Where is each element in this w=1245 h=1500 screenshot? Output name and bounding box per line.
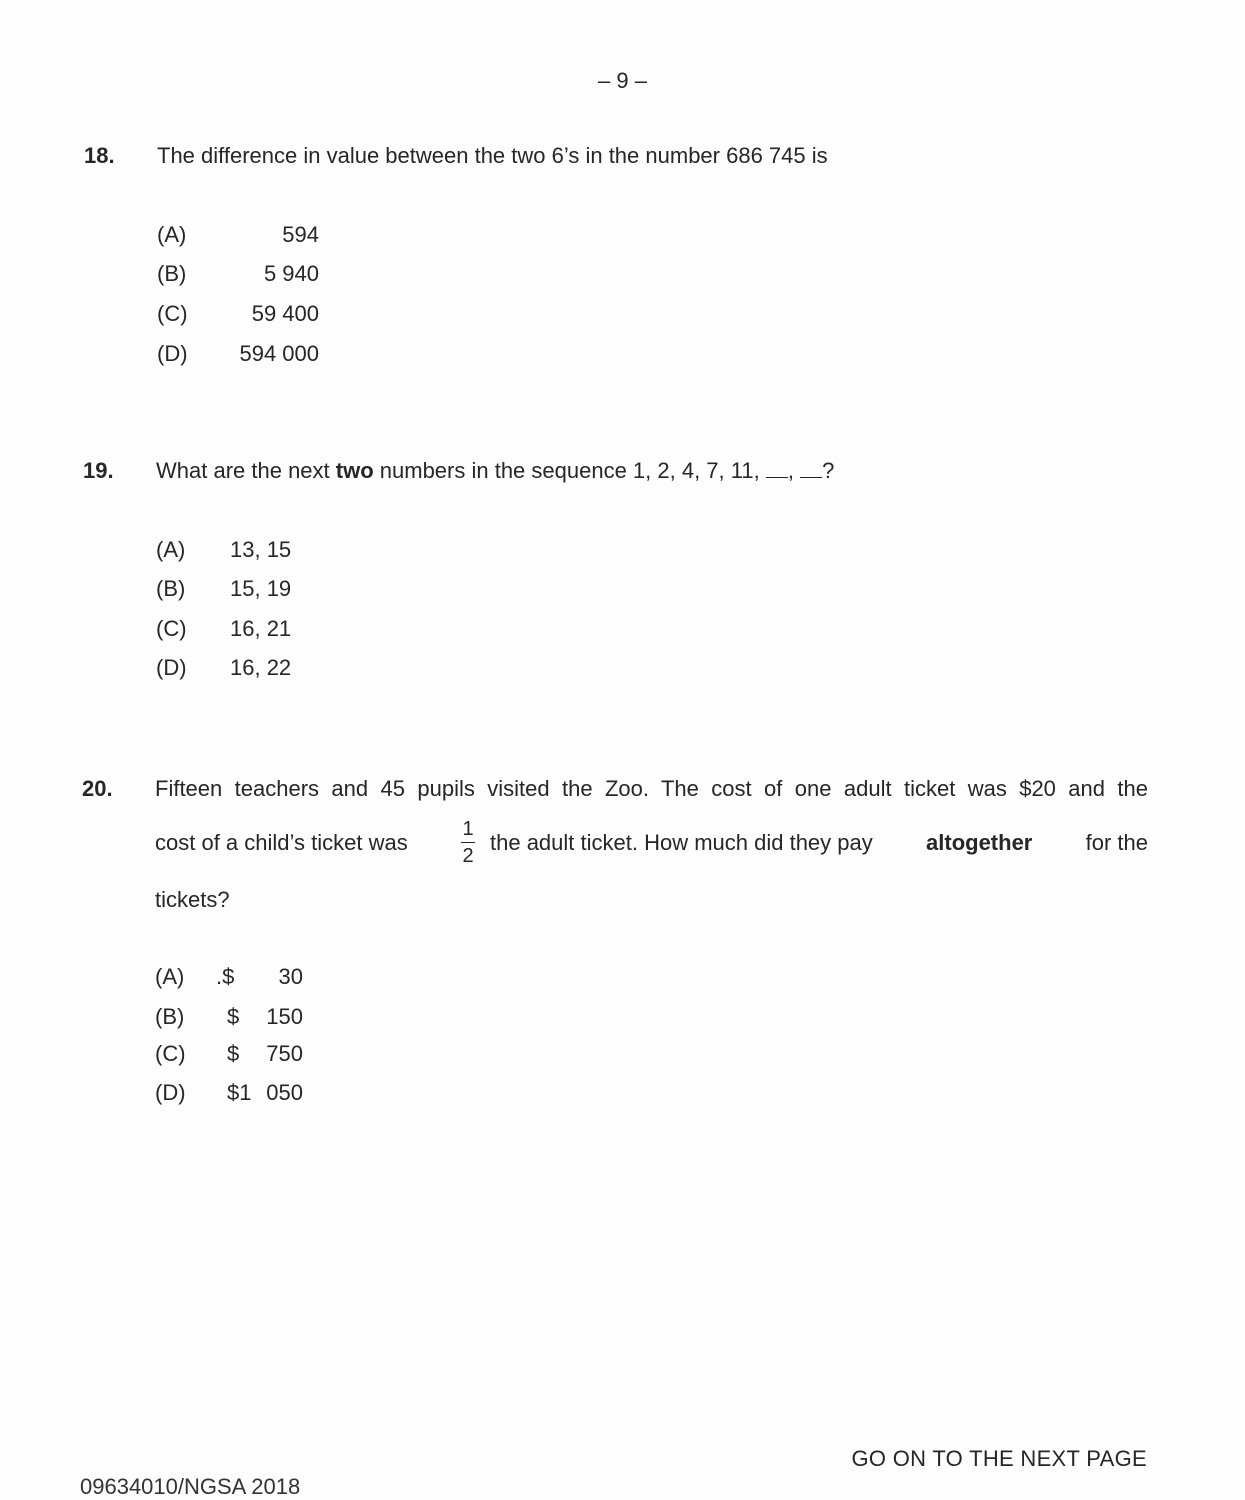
option-letter: (D) (157, 341, 188, 366)
emphasis-two: two (335, 458, 374, 483)
emphasis-altogether: altogether (926, 830, 1033, 855)
exam-code: 09634010/NGSA 2018 (80, 1474, 301, 1499)
option-letter: (D) (156, 655, 187, 680)
option-value: 16, 22 (230, 655, 292, 680)
q19-option-a[interactable] (156, 537, 356, 565)
option-value: 594 000 (239, 341, 319, 366)
q18-option-c[interactable] (157, 301, 327, 329)
question-20-line-2b: the adult ticket. How much did they pay altogether for the (490, 830, 1148, 855)
question-20-line-1: Fifteen teachers and 45 pupils visited the Zoo. The cost of one adult ticket was $20 and the (155, 776, 1148, 801)
option-value: 15, 19 (230, 576, 292, 601)
q19-option-b[interactable] (156, 576, 356, 604)
q20-option-d[interactable] (155, 1080, 315, 1108)
option-value: 050 (266, 1080, 303, 1105)
option-value: 5 940 (263, 261, 319, 286)
option-letter: (C) (155, 1041, 186, 1066)
question-20-number: 20. (82, 776, 113, 801)
option-letter: (B) (156, 576, 186, 601)
fraction-numerator: 1 (462, 818, 474, 840)
question-20-line-2a: cost of a child’s ticket was (155, 830, 408, 855)
option-letter: (B) (157, 261, 187, 286)
option-letter: (A) (156, 537, 186, 562)
option-letter: (D) (155, 1080, 186, 1105)
answer-blank-2 (800, 459, 822, 478)
q19-option-d[interactable] (156, 655, 356, 683)
option-value: 594 (282, 222, 319, 247)
option-letter: (C) (157, 301, 188, 326)
answer-blank-1 (766, 459, 788, 478)
option-value: 750 (266, 1041, 303, 1066)
option-dollar: $1 (227, 1080, 252, 1105)
page-number: – 9 – (598, 68, 647, 93)
question-19-text: What are the next two numbers in the sequence 1, 2, 4, 7, 11, , ? (156, 458, 835, 483)
option-value: 59 400 (251, 301, 319, 326)
fraction-denominator: 2 (462, 845, 474, 867)
option-value: 13, 15 (230, 537, 292, 562)
option-letter: (A) (155, 964, 185, 989)
question-20-line-3: tickets? (155, 887, 230, 912)
question-19-number: 19. (83, 458, 114, 483)
option-letter: (A) (157, 222, 187, 247)
option-dollar: $ (227, 1041, 240, 1066)
option-dollar: .$ (216, 964, 235, 989)
option-value: 150 (266, 1004, 303, 1029)
option-letter: (B) (155, 1004, 185, 1029)
option-value: 16, 21 (230, 616, 292, 641)
fraction-one-half (458, 818, 478, 867)
q18-option-d[interactable] (157, 341, 327, 369)
q18-option-b[interactable] (157, 261, 327, 289)
fraction-bar (461, 842, 475, 843)
question-18-text: The difference in value between the two 6’s in the number 686 745 is (157, 143, 828, 168)
option-dollar: $ (227, 1004, 240, 1029)
option-value: 30 (278, 964, 303, 989)
go-on-next-page-label: GO ON TO THE NEXT PAGE (851, 1446, 1147, 1471)
q20-option-a[interactable] (155, 964, 315, 992)
q20-option-c[interactable] (155, 1041, 315, 1069)
q18-option-a[interactable] (157, 222, 327, 250)
question-18-number: 18. (84, 143, 115, 168)
q19-option-c[interactable] (156, 616, 356, 644)
q20-option-b[interactable] (155, 1004, 315, 1032)
option-letter: (C) (156, 616, 187, 641)
